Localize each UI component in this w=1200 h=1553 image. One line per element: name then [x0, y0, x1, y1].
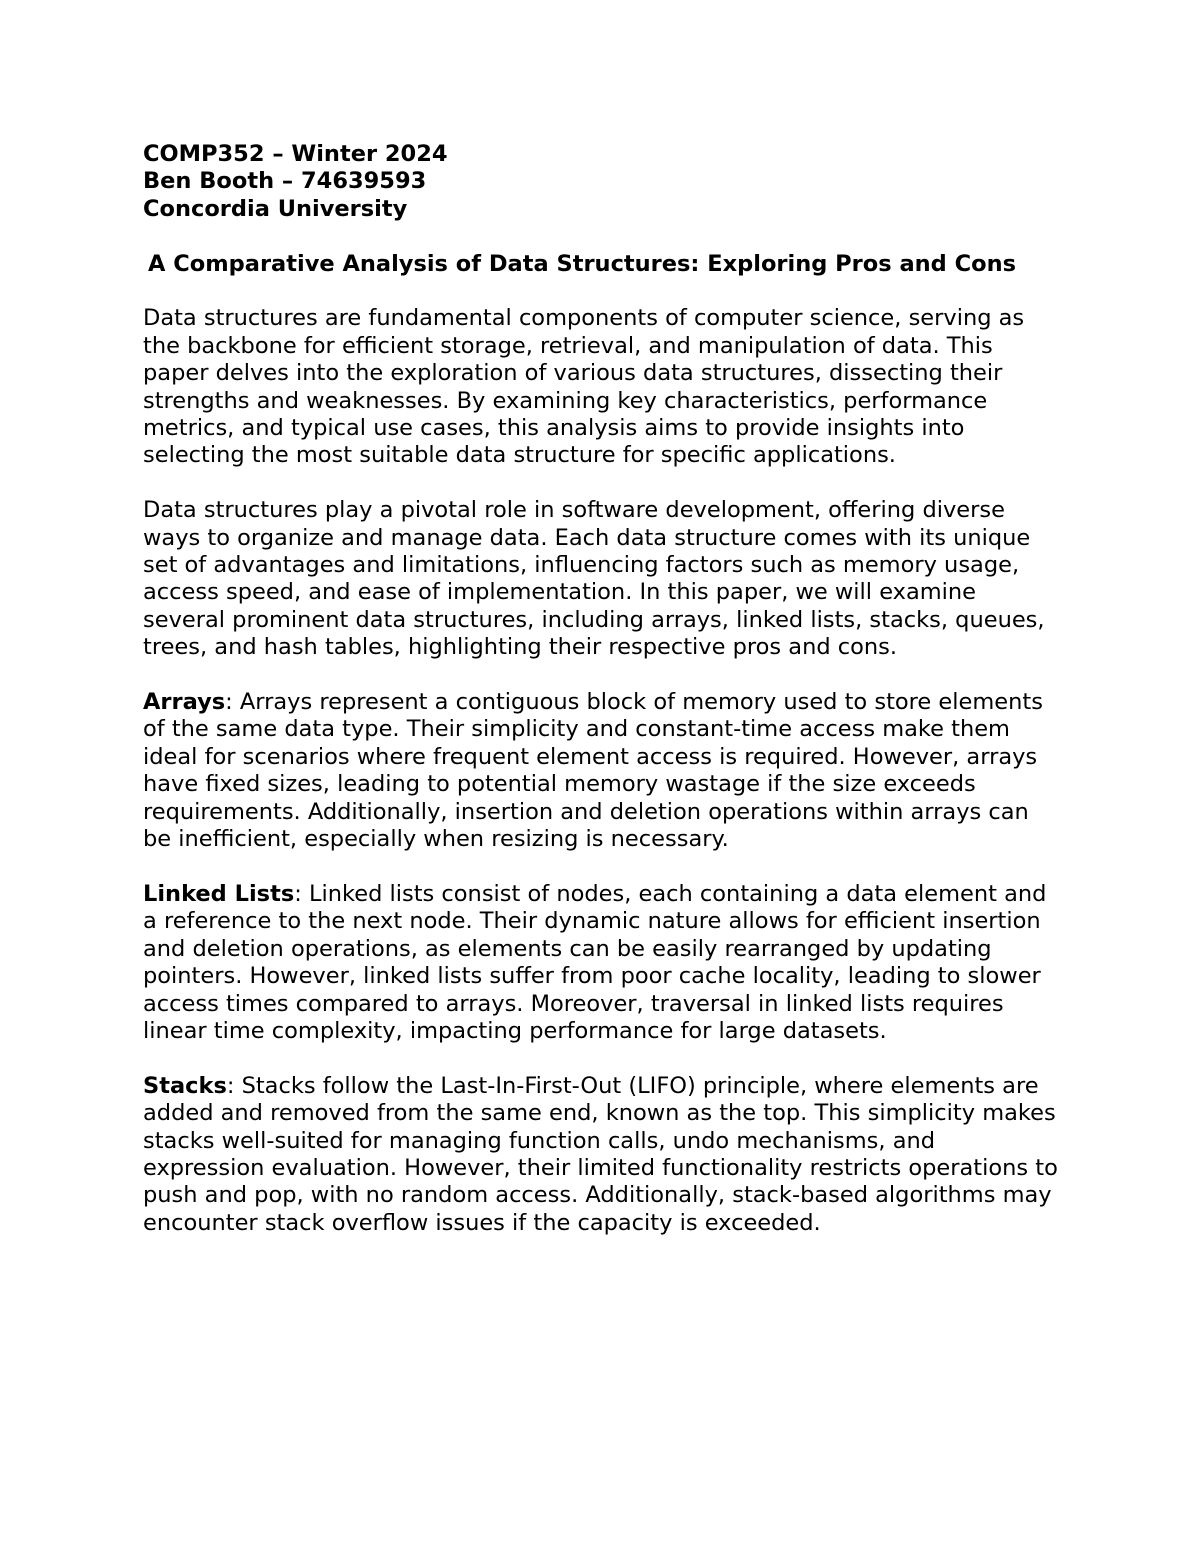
document-header: [143, 141, 1063, 223]
section-stacks-text: : Stacks follow the Last-In-First-Out (LIFO) principle, where elements are added and removed from the same end, known as the top. This simplicity makes stacks well-suited for managing function calls, undo mechanisms, and expression evaluation. However, their limited functionality restricts operations to push and pop, with no random access. Additionally, stack-based algorithms may encounter stack overflow issues if the capacity is exceeded.: [143, 1072, 1058, 1236]
section-linked-lists: [143, 881, 1063, 1045]
section-arrays-text: : Arrays represent a contiguous block of memory used to store elements of the same data type. Their simplicity and constant-time access make them ideal for scenarios where frequent element access is required. However, arrays have fixed sizes, leading to potential memory wastage if the size exceeds requirements. Additionally, insertion and deletion operations within arrays can be inefficient, especially when resizing is necessary.: [143, 689, 1043, 853]
university-line: Concordia University: [143, 195, 408, 222]
section-stacks-heading: Stacks: [143, 1072, 227, 1099]
intro-paragraph-2: Data structures play a pivotal role in software development, offering diverse ways to organize and manage data. Each data structure comes with its unique set of advantages and limitations, influencing factors such as memory usage, access speed, and ease of implementation. In this paper, we will examine several prominent data structures, including arrays, linked lists, stacks, queues, trees, and hash tables, highlighting their respective pros and cons.: [143, 497, 1045, 661]
section-stacks: [143, 1073, 1063, 1237]
student-line: Ben Booth – 74639593: [143, 168, 427, 195]
intro-paragraph-1: Data structures are fundamental components of computer science, serving as the backbone for efficient storage, retrieval, and manipulation of data. This paper delves into the exploration of various data structures, dissecting their strengths and weaknesses. By examining key characteristics, performance metrics, and typical use cases, this analysis aims to provide insights into selecting the most suitable data structure for specific applications.: [143, 305, 1025, 469]
section-arrays: [143, 689, 1063, 853]
section-linked-lists-heading: Linked Lists: [143, 880, 295, 907]
document-body: [143, 141, 1063, 1265]
document-title: A Comparative Analysis of Data Structures: Exploring Pros and Cons: [148, 250, 1016, 277]
section-linked-lists-text: : Linked lists consist of nodes, each containing a data element and a reference to the next node. Their dynamic nature allows for efficient insertion and deletion operations, as elements can be easily rearranged by updating pointers. However, linked lists suffer from poor cache locality, leading to slower access times compared to arrays. Moreover, traversal in linked lists requires linear time complexity, impacting performance for large datasets.: [143, 880, 1047, 1044]
section-arrays-heading: Arrays: [143, 689, 226, 716]
course-line: COMP352 – Winter 2024: [143, 141, 448, 167]
